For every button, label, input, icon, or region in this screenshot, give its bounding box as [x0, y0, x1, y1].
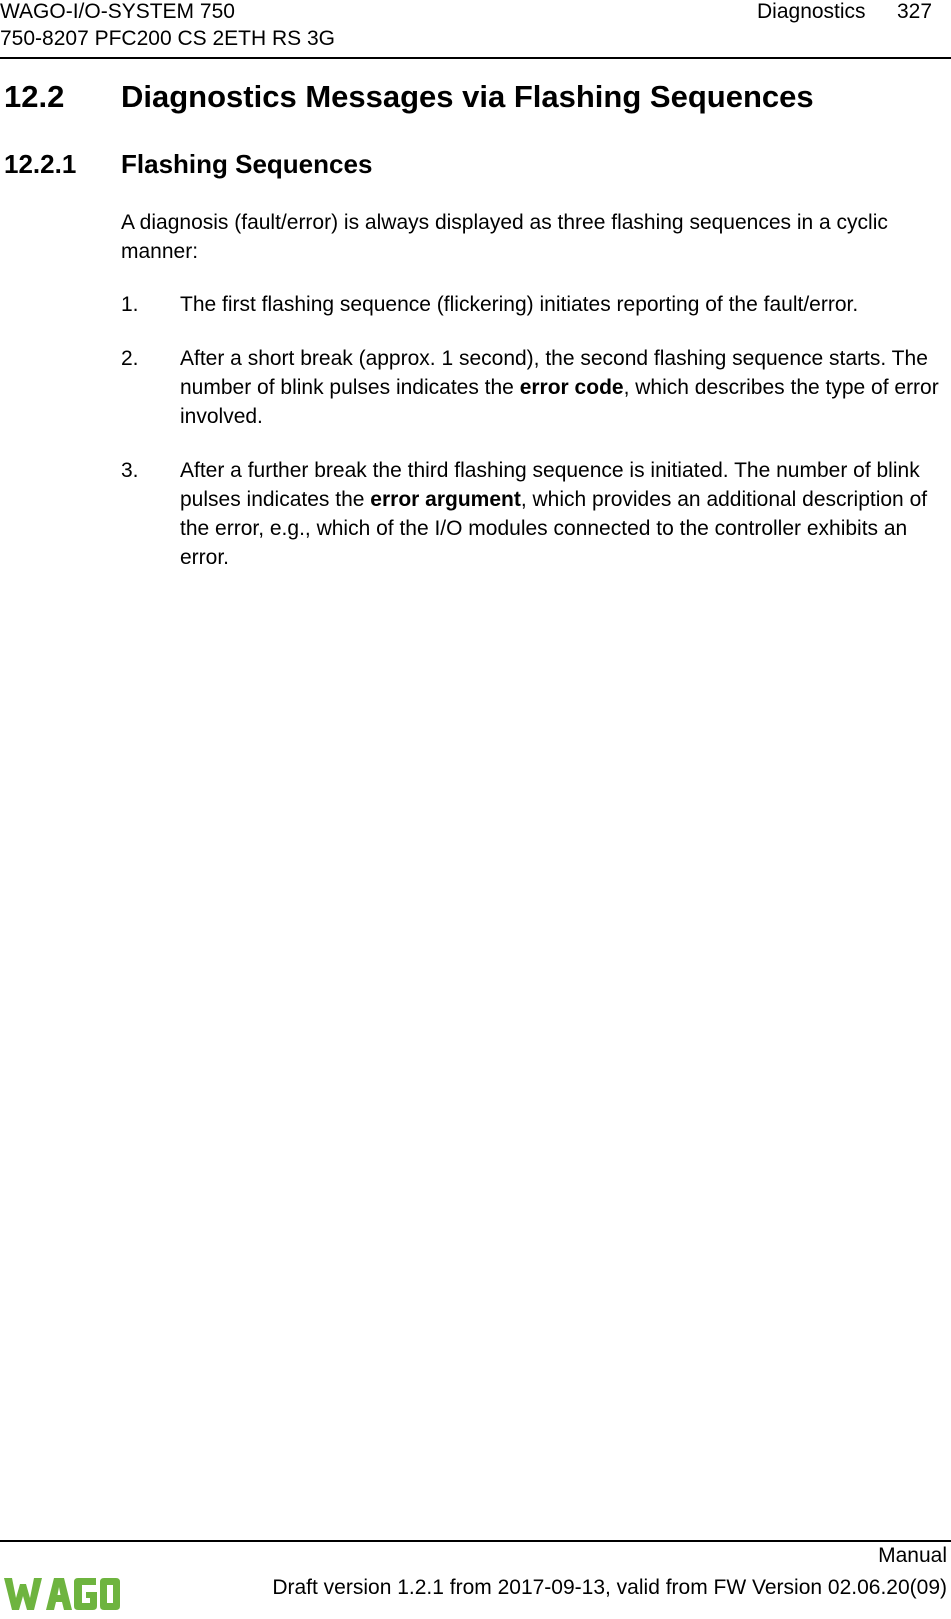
header-product-model: 750-8207 PFC200 CS 2ETH RS 3G — [0, 27, 335, 50]
header-section-label: Diagnostics — [757, 0, 866, 23]
header-page-number: 327 — [897, 0, 933, 23]
header-divider — [0, 57, 951, 59]
list-item-text — [180, 290, 950, 319]
list-item-text-part: , which provides an additional description of the error, e.g., which of the I/O modules connected to the controller exhibits an error. — [180, 488, 928, 569]
subsection-title: Flashing Sequences — [121, 149, 373, 179]
list-item-number: 1. — [121, 293, 139, 316]
header-product-line: WAGO-I/O-SYSTEM 750 — [0, 0, 235, 23]
list-item-text-part: , which describes the type of error involved. — [180, 376, 939, 428]
footer-divider — [0, 1540, 951, 1542]
footer-version-note: Draft version 1.2.1 from 2017-09-13, valid from FW Version 02.06.20(09) — [272, 1576, 947, 1599]
footer-doc-type: Manual — [878, 1544, 947, 1567]
section-number: 12.2 — [4, 79, 65, 114]
list-item-bold-term: error code — [519, 376, 624, 399]
list-item-text — [180, 344, 950, 431]
list-item-text-part: After a short break (approx. 1 second), the second flashing sequence starts. The number of blink pulses indicates the — [180, 347, 928, 399]
list-item-bold-term: error argument — [370, 488, 521, 511]
list-item-text — [180, 456, 950, 572]
list-item-number: 3. — [121, 459, 139, 482]
intro-paragraph: A diagnosis (fault/error) is always displayed as three flashing sequences in a cyclic manner: — [121, 211, 888, 263]
wago-logo-mark — [2, 1572, 122, 1614]
list-item-number: 2. — [121, 347, 139, 370]
list-item-text-part: After a further break the third flashing sequence is initiated. The number of blink pulses indicates the — [180, 459, 920, 511]
section-title: Diagnostics Messages via Flashing Sequences — [121, 79, 814, 114]
list-item-text-part: The first flashing sequence (flickering) initiates reporting of the fault/error. — [180, 293, 859, 316]
wago-logo — [2, 1572, 122, 1619]
subsection-number: 12.2.1 — [4, 149, 77, 179]
